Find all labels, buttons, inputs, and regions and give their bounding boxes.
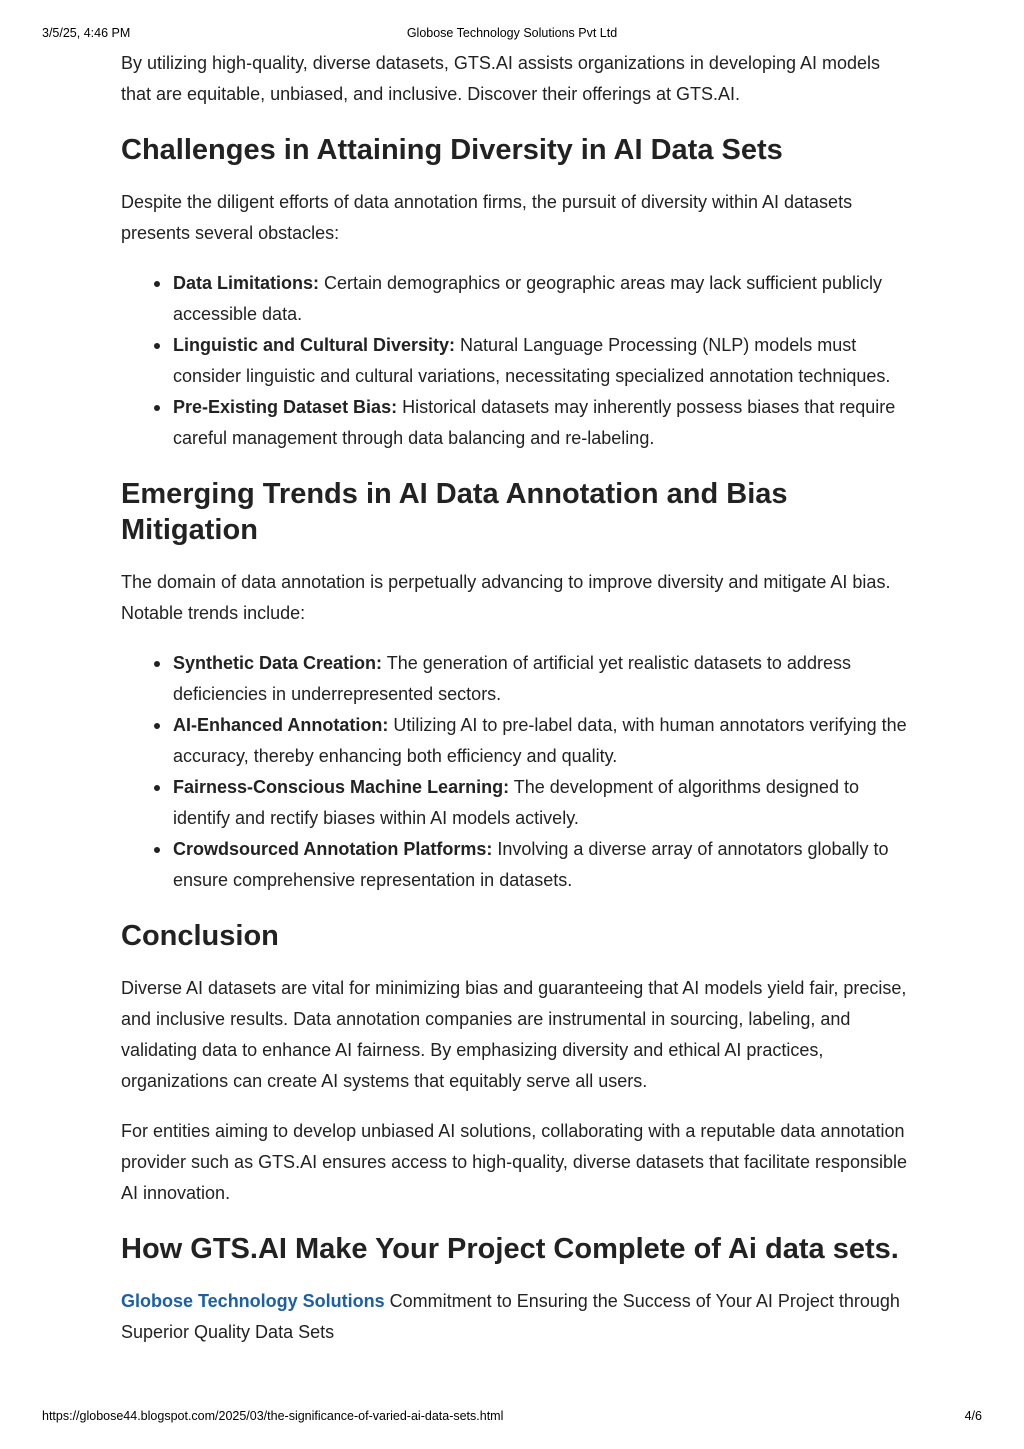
list-item-term: Pre-Existing Dataset Bias: <box>173 397 398 417</box>
list-item-term: Data Limitations: <box>173 273 320 293</box>
list-item-text: The development of algorithms designed to identify and rectify biases within AI models actively. <box>173 777 859 828</box>
bullet-icon <box>154 405 160 411</box>
bullet-icon <box>154 723 160 729</box>
trends-list <box>121 648 911 896</box>
globose-link[interactable]: Globose Technology Solutions <box>121 1291 385 1311</box>
list-item <box>173 648 911 710</box>
bullet-icon <box>154 847 160 853</box>
trends-intro: The domain of data annotation is perpetually advancing to improve diversity and mitigate AI bias. Notable trends include: <box>121 572 891 623</box>
list-item-term: Linguistic and Cultural Diversity: <box>173 335 456 355</box>
bullet-icon <box>154 281 160 287</box>
conclusion-paragraph: Diverse AI datasets are vital for minimizing bias and guaranteeing that AI models yield fair, precise, and inclusive results. Data annotation companies are instrumental in sourcing, labeling, and validating data to enhance AI fairness. By emphasizing diversity and ethical AI practices, organizations can create AI systems that equitably serve all users. <box>121 978 907 1091</box>
article-content <box>121 48 911 1367</box>
gts-heading: How GTS.AI Make Your Project Complete of Ai data sets. <box>121 1233 899 1265</box>
list-item <box>173 268 911 330</box>
list-item <box>173 834 911 896</box>
list-item-term: Synthetic Data Creation: <box>173 653 383 673</box>
challenges-heading: Challenges in Attaining Diversity in AI Data Sets <box>121 134 783 166</box>
list-item-term: AI-Enhanced Annotation: <box>173 715 389 735</box>
gts-paragraph-text: Commitment to Ensuring the Success of Your AI Project through Superior Quality Data Sets <box>121 1291 900 1342</box>
list-item-text: Historical datasets may inherently possess biases that require careful management through data balancing and re-labeling. <box>173 397 896 448</box>
intro-paragraph: By utilizing high-quality, diverse datasets, GTS.AI assists organizations in developing AI models that are equitable, unbiased, and inclusive. Discover their offerings at GTS.AI. <box>121 53 881 104</box>
list-item-term: Crowdsourced Annotation Platforms: <box>173 839 493 859</box>
list-item-text: Utilizing AI to pre-label data, with human annotators verifying the accuracy, thereby enhancing both efficiency and quality. <box>173 715 907 766</box>
bullet-icon <box>154 343 160 349</box>
gts-paragraph <box>121 1286 911 1348</box>
list-item-text: Certain demographics or geographic areas may lack sufficient publicly accessible data. <box>173 273 882 324</box>
list-item <box>173 392 911 454</box>
print-footer <box>0 1409 1024 1425</box>
list-item-text: Involving a diverse array of annotators globally to ensure comprehensive representation in datasets. <box>173 839 889 890</box>
bullet-icon <box>154 785 160 791</box>
list-item <box>173 330 911 392</box>
print-page-number: 4/6 <box>964 1409 982 1423</box>
print-page-title: Globose Technology Solutions Pvt Ltd <box>406 26 618 40</box>
list-item <box>173 772 911 834</box>
list-item-text: Natural Language Processing (NLP) models must consider linguistic and cultural variations, necessitating specialized annotation techniques. <box>173 335 891 386</box>
challenges-intro: Despite the diligent efforts of data annotation firms, the pursuit of diversity within AI datasets presents several obstacles: <box>121 192 853 243</box>
print-header <box>0 26 1024 42</box>
conclusion-heading: Conclusion <box>121 920 279 952</box>
list-item-text: The generation of artificial yet realistic datasets to address deficiencies in underrepresented sectors. <box>173 653 851 704</box>
print-datetime: 3/5/25, 4:46 PM <box>42 26 131 40</box>
trends-heading: Emerging Trends in AI Data Annotation and Bias Mitigation <box>121 478 788 546</box>
list-item <box>173 710 911 772</box>
conclusion-paragraph: For entities aiming to develop unbiased AI solutions, collaborating with a reputable data annotation provider such as GTS.AI ensures access to high-quality, diverse datasets that facilitate responsible AI innovation. <box>121 1121 908 1203</box>
bullet-icon <box>154 661 160 667</box>
print-url: https://globose44.blogspot.com/2025/03/the-significance-of-varied-ai-data-sets.html <box>42 1409 504 1423</box>
list-item-term: Fairness-Conscious Machine Learning: <box>173 777 510 797</box>
challenges-list <box>121 268 911 454</box>
